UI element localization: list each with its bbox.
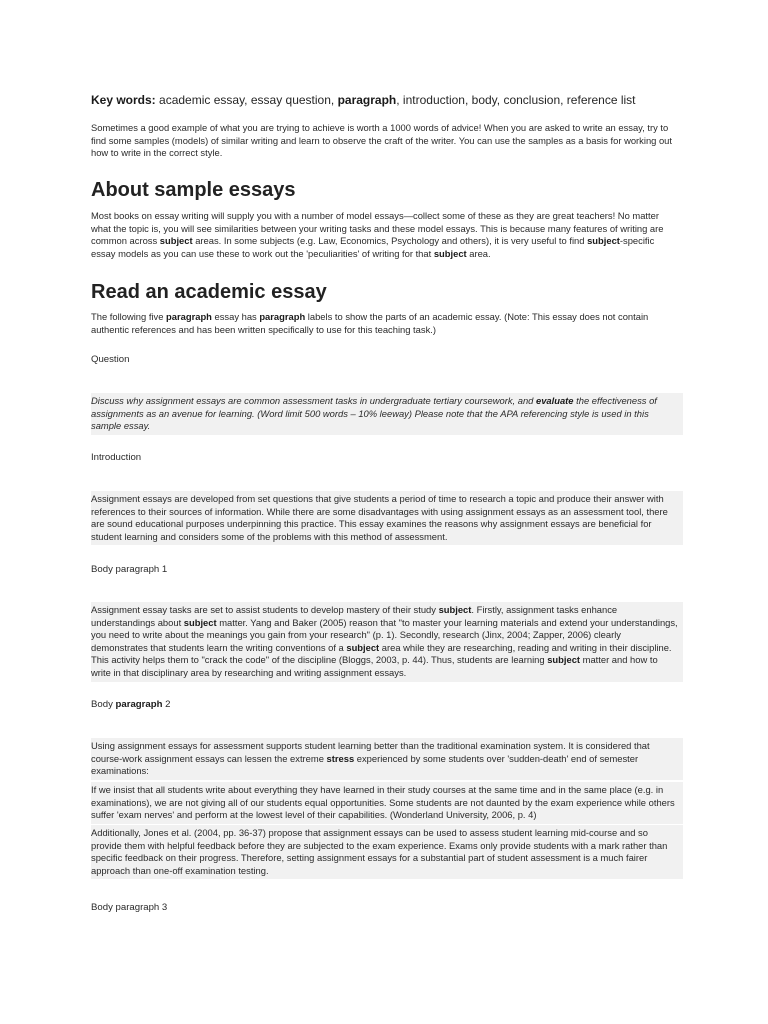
body-paragraph-2-quote: If we insist that all students write about everything they have learned in their study courses at the same time and in the same place (e.g. in examinations), we are not giving all of our students equal opportunities. Some students are not daunted by the exam experience while others suffer 'exam nerves' and perform at the lowest level of their capabilities. (Wonderland University, 2006, p. 4) bbox=[91, 782, 683, 824]
body-paragraph-2-text bbox=[91, 738, 683, 780]
text-run: labels to show the parts of an academic essay. (Note: This essay does not contain authentic references and has been written specifically to use for this teaching task.) bbox=[91, 311, 649, 335]
label-body-suffix: 2 bbox=[162, 699, 171, 710]
text-run: matter and how to write in that disciplinary area by researching and writing assignment essays. bbox=[91, 654, 658, 678]
text-run: experienced by some students over 'sudden-death' end of semester examinations: bbox=[91, 752, 639, 777]
about-paragraph bbox=[91, 210, 679, 260]
text-run: Using assignment essays for assessment supports student learning better than the traditional examination system. It is considered that course-work assignment essays can lessen the extreme bbox=[91, 740, 650, 764]
text-run: The following five bbox=[91, 311, 167, 322]
text-run: , introduction, body, conclusion, reference list bbox=[396, 93, 636, 107]
bold-term: subject bbox=[433, 247, 467, 259]
bold-term: subject bbox=[183, 616, 217, 628]
text-run: area while they are researching, reading and writing in their discipline. This activity helps them to "crack the code" of the discipline (Bloggs, 2003, p. 44). Thus, students are learning bbox=[91, 641, 672, 666]
heading-read-academic-essay: Read an academic essay bbox=[91, 281, 327, 303]
keywords-list bbox=[159, 93, 635, 107]
label-body-prefix: Body bbox=[91, 699, 116, 710]
text-run: . Firstly, assignment tasks enhance understandings about bbox=[91, 604, 618, 628]
bold-term: subject bbox=[346, 641, 380, 653]
label-introduction: Introduction bbox=[91, 452, 142, 463]
bold-term: stress bbox=[326, 752, 355, 764]
bold-term: paragraph bbox=[259, 311, 306, 322]
body-paragraph-2-additional: Additionally, Jones et al. (2004, pp. 36-37) propose that assignment essays can be used to assess student learning mid-course and so provide them with helpful feedback before they are subjected to the exam experience. Exams only provide students with a mark rather than specific feedback on their progress. Therefore, setting assignment essays for a substantial part of student assessment is a much fairer approach than one-off examination testing. bbox=[91, 825, 683, 879]
read-paragraph bbox=[91, 311, 679, 336]
text-run: -specific essay models as you can use these to work out the 'peculiarities' of writing for that bbox=[91, 235, 655, 259]
bold-term: subject bbox=[159, 235, 193, 247]
question-text bbox=[91, 393, 683, 435]
text-run: academic essay, essay question, bbox=[159, 93, 338, 107]
keywords-line bbox=[91, 92, 679, 108]
bold-term: subject bbox=[438, 604, 472, 615]
label-question: Question bbox=[91, 354, 130, 365]
intro-paragraph: Sometimes a good example of what you are trying to achieve is worth a 1000 words of advice! When you are asked to write an essay, try to find some samples (models) of similar writing and learn to observe the craft of the writer. You can use the samples as a basis for working out how to write in the correct style. bbox=[91, 122, 673, 159]
text-run: area. bbox=[466, 247, 491, 259]
keywords-label: Key words: bbox=[91, 93, 156, 107]
text-run: essay has bbox=[211, 311, 260, 322]
label-body-paragraph-3: Body paragraph 3 bbox=[91, 902, 168, 913]
bold-term: subject bbox=[547, 654, 581, 666]
label-body-bold: paragraph bbox=[115, 699, 163, 710]
bold-term: paragraph bbox=[166, 311, 212, 322]
introduction-text: Assignment essays are developed from set questions that give students a period of time to research a topic and produce their answer with references to their sources of information. While there are some disadvantages with using assignment essays as an assessment tool, there are sound educational purposes underpinning this practice. This essay examines the reasons why assignment essays are beneficial for student learning and considers some of the problems with this method of assessment. bbox=[91, 491, 683, 545]
text-run: matter. Yang and Baker (2005) reason that "to master your learning materials and extend your understandings, you need to write about the meanings you gain from your research" (p. 1). Secondly, research (Jinx, 2004; Zapper, 2006) clearly demonstrates that students learn the writing conventions of a bbox=[91, 616, 678, 653]
label-body-paragraph-1: Body paragraph 1 bbox=[91, 564, 168, 575]
heading-about-sample-essays: About sample essays bbox=[91, 179, 296, 201]
bold-term: evaluate bbox=[535, 395, 574, 406]
body-paragraph-1-text bbox=[91, 602, 683, 682]
text-run: the effectiveness of assignments as an avenue for learning. (Word limit 500 words – 10% leeway) Please note that the APA referencing style is used in this sample essay. bbox=[91, 395, 657, 432]
bold-term: subject bbox=[587, 235, 620, 247]
label-body-paragraph-2 bbox=[91, 699, 679, 711]
bold-term: paragraph bbox=[337, 93, 397, 107]
text-run: Discuss why assignment essays are common assessment tasks in undergraduate tertiary coursework, and bbox=[91, 395, 536, 406]
text-run: areas. In some subjects (e.g. Law, Economics, Psychology and others), it is very useful to find bbox=[192, 235, 588, 247]
text-run: Assignment essay tasks are set to assist students to develop mastery of their study bbox=[91, 604, 439, 615]
text-run: Most books on essay writing will supply you with a number of model essays—collect some of these as they are great teachers! No matter what the topic is, you will see similarities between your writing tasks and these model essays. This is because many features of writing are common across bbox=[91, 210, 664, 247]
